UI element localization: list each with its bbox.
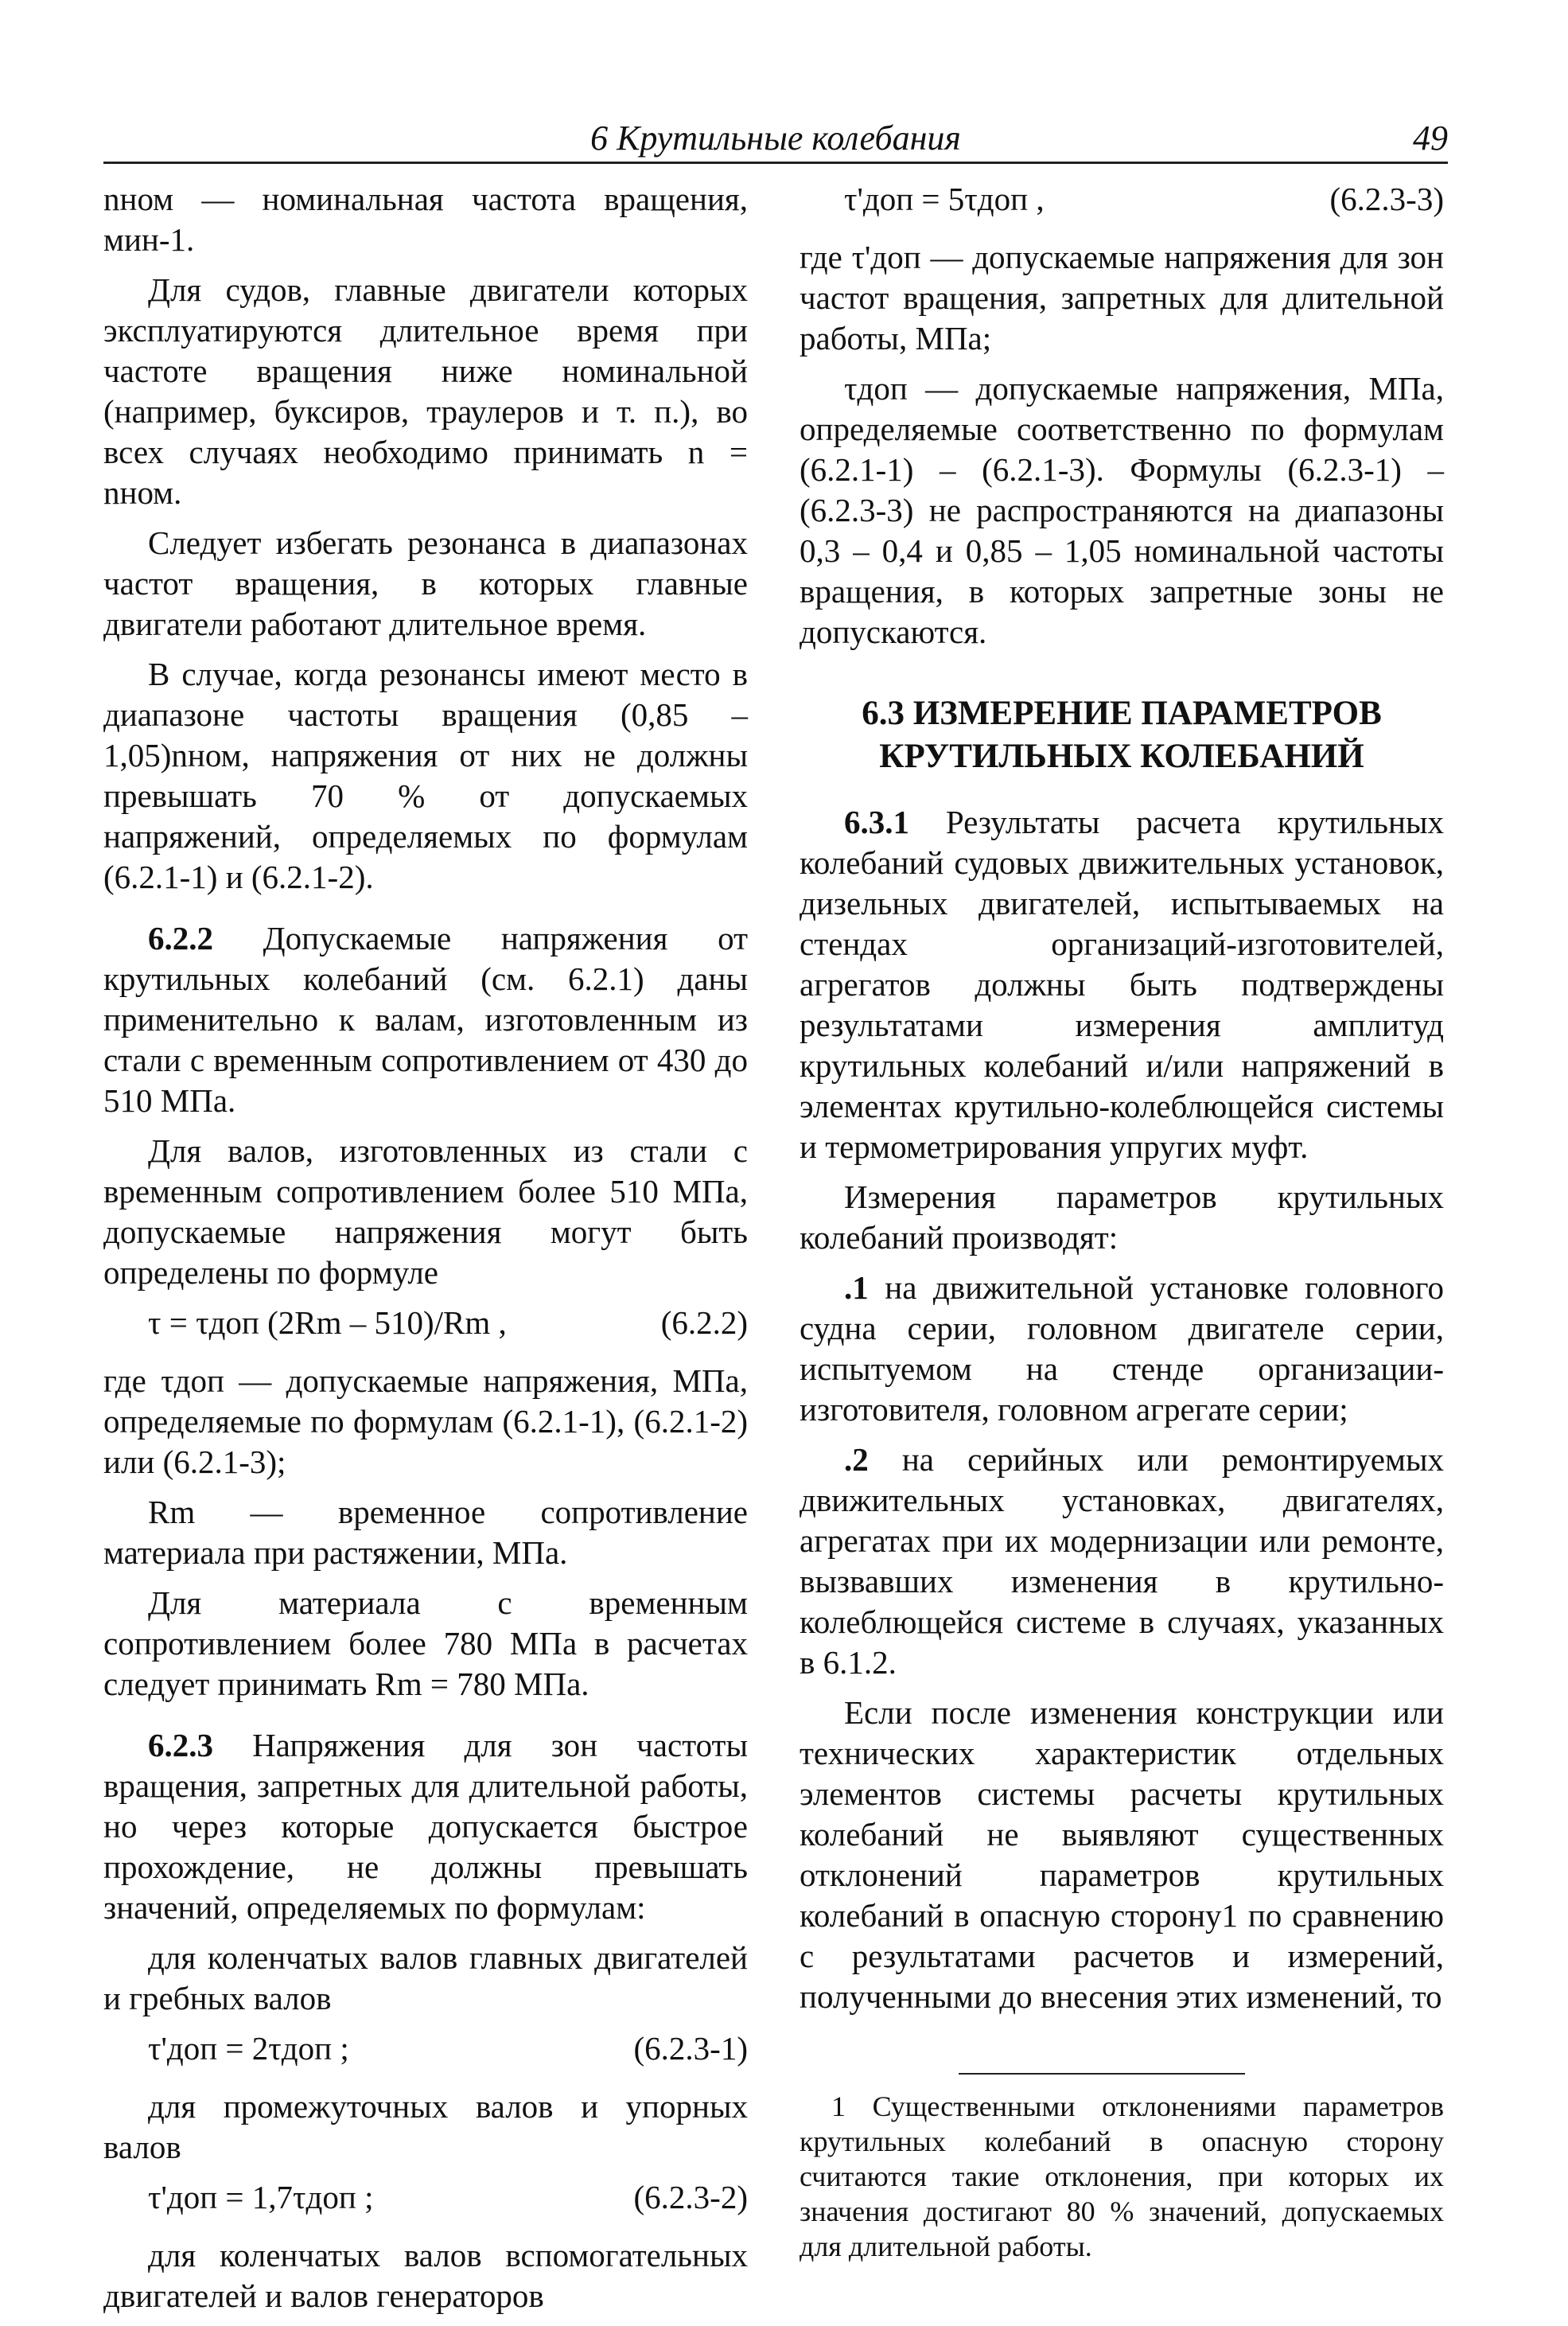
paragraph: где τдоп — допускаемые напряжения, МПа, определяемые по формулам (6.2.1-1), (6.2.1-2) или (6.2.1-3);	[103, 1362, 748, 1480]
paragraph: В случае, когда резонансы имеют место в диапазоне частоты вращения (0,85 – 1,05)nном, напряжения от них не должны превышать 70 % от допускаемых напряжений, определяемых по формулам (6.2.1-1) и (6.2.1-2).	[103, 656, 748, 895]
right-column	[800, 179, 1444, 2273]
page-header	[103, 118, 1448, 161]
formula-number: (6.2.2)	[660, 1304, 748, 1341]
paragraph: Для судов, главные двигатели которых эксплуатируются длительное время при частоте вращения ниже номинальной (например, буксиров, траулеров и т. п.), во всех случаях необходимо принимать n = nном.	[103, 271, 748, 511]
clause-number: 6.2.2	[148, 920, 213, 957]
paragraph: Для материала с временным сопротивлением более 780 МПа в расчетах следует принимать Rm = 780 МПа.	[103, 1584, 748, 1702]
formula-expression: τ'доп = 1,7τдоп ;	[148, 2179, 374, 2215]
clause-text: Напряжения для зон частоты вращения, запретных для длительной работы, но через которые допускается быстрое прохождение, не должны превышать значений, определяемых по формулам:	[103, 1727, 748, 1926]
clause-6-2-2	[103, 918, 748, 1121]
formula-number: (6.2.3-2)	[633, 2179, 748, 2215]
header-rule	[103, 162, 1448, 164]
paragraph: nном — номинальная частота вращения, мин-1.	[103, 181, 748, 258]
paragraph: Измерения параметров крутильных колебаний производят:	[800, 1179, 1444, 1256]
paragraph: для коленчатых валов вспомогательных двигателей и валов генераторов	[103, 2237, 748, 2314]
list-marker: .1	[844, 1269, 869, 1306]
list-item	[800, 1268, 1444, 1430]
paragraph: для промежуточных валов и упорных валов	[103, 2088, 748, 2165]
paragraph: где τ'доп — допускаемые напряжения для зон частот вращения, запретных для длительной работы, МПа;	[800, 239, 1444, 356]
formula-number: (6.2.3-3)	[1329, 181, 1444, 217]
formula-6-2-3-1	[103, 2028, 748, 2069]
formula-expression: τ = τдоп (2Rm – 510)/Rm ,	[148, 1304, 507, 1341]
formula-expression: τ'доп = 2τдоп ;	[148, 2030, 349, 2067]
list-marker: .2	[844, 1441, 869, 1478]
paragraph: Следует избегать резонанса в диапазонах частот вращения, в которых главные двигатели работают длительное время.	[103, 524, 748, 642]
clause-number: 6.3.1	[844, 804, 909, 840]
footnote: 1 Существенными отклонениями параметров крутильных колебаний в опасную сторону считаются такие отклонения, при которых их значения достигают 80 % значений, допускаемых для длительной работы.	[800, 2090, 1444, 2262]
formula-6-2-2	[103, 1303, 748, 1343]
clause-6-3-1	[800, 802, 1444, 1167]
left-column	[103, 179, 748, 2326]
paragraph: Если после изменения конструкции или технических характеристик отдельных элементов системы расчеты крутильных колебаний не выявляют существенных отклонений параметров крутильных колебаний в опасную сторону1 по сравнению с результатами расчетов и измерений, полученными до внесения этих изменений, то	[800, 1694, 1444, 2015]
list-text: на серийных или ремонтируемых движительных установках, двигателях, агрегатах при их модернизации или ремонте, вызвавших изменения в крутильно-колеблющейся системе в случаях, указанных в 6.1.2.	[800, 1441, 1444, 1681]
clause-6-2-3	[103, 1725, 748, 1928]
formula-6-2-3-2	[103, 2177, 748, 2218]
clause-text: Результаты расчета крутильных колебаний судовых движительных установок, дизельных двигателей, испытываемых на стендах организаций-изготовителей, агрегатов должны быть подтверждены результатами измерения амплитуд крутильных колебаний и/или напряжений в элементах крутильно-колеблющейся системы и термометрирования упругих муфт.	[800, 804, 1444, 1165]
running-title: 6 Крутильные колебания	[590, 119, 961, 158]
paragraph: для коленчатых валов главных двигателей и гребных валов	[103, 1939, 748, 2016]
clause-text: Допускаемые напряжения от крутильных колебаний (см. 6.2.1) даны применительно к валам, изготовленным из стали с временным сопротивлением от 430 до 510 МПа.	[103, 920, 748, 1119]
list-text: на движительной установке головного судна серии, головном двигателе серии, испытуемом на стенде организации-изготовителя, головном агрегате серии;	[800, 1269, 1444, 1428]
paragraph: τдоп — допускаемые напряжения, МПа, определяемые соответственно по формулам (6.2.1-1) – (6.2.1-3). Формулы (6.2.3-1) – (6.2.3-3) не распространяются на диапазоны 0,3 – 0,4 и 0,85 – 1,05 номинальной частоты вращения, в которых запретные зоны не допускаются.	[800, 370, 1444, 650]
list-item	[800, 1440, 1444, 1683]
paragraph: Rm — временное сопротивление материала при растяжении, МПа.	[103, 1494, 748, 1571]
footnote-rule	[959, 2073, 1245, 2075]
formula-number: (6.2.3-1)	[633, 2030, 748, 2067]
page-number: 49	[1413, 119, 1448, 158]
clause-number: 6.2.3	[148, 1727, 213, 1763]
formula-expression: τ'доп = 5τдоп ,	[844, 181, 1045, 217]
paragraph: Для валов, изготовленных из стали с временным сопротивлением более 510 МПа, допускаемые напряжения могут быть определены по формуле	[103, 1132, 748, 1291]
section-heading: 6.3 ИЗМЕРЕНИЕ ПАРАМЕТРОВ КРУТИЛЬНЫХ КОЛЕБАНИЙ	[862, 695, 1382, 775]
formula-6-2-3-3	[800, 179, 1444, 220]
